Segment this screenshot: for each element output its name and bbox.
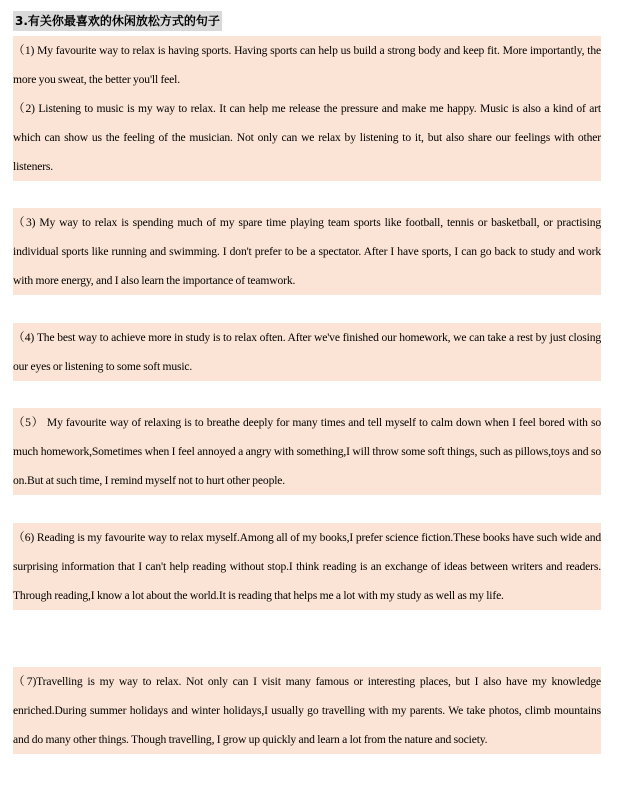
paragraph-2: （2) Listening to music is my way to relax. It can help me release the pressure and make me happy. Music is also a kind of art which can show us the feeling of the musician. Not only can we relax by listening to it, but also share our feelings with other listeners. [13, 102, 601, 173]
paragraph-block-5 [13, 408, 601, 495]
paragraph-block-7 [13, 667, 601, 754]
paragraph-7: （7)Travelling is my way to relax. Not only can I visit many famous or interesting places, but I also have my knowledge enriched.During summer holidays and winter holidays,I usually go travelling with my parents. We take photos, climb mountains and do many other things. Though travelling, I grow up quickly and learn a lot from the nature and society. [13, 675, 601, 746]
paragraph-4: （4) The best way to achieve more in study is to relax often. After we've finished our homework, we can take a rest by just closing our eyes or listening to some soft music. [13, 331, 601, 373]
paragraph-block-4 [13, 323, 601, 381]
paragraph-block-1-2 [13, 36, 601, 181]
section-title: 3.有关你最喜欢的休闲放松方式的句子 [13, 11, 222, 31]
paragraph-6: （6) Reading is my favourite way to relax myself.Among all of my books,I prefer science fiction.These books have such wide and surprising information that I can't help reading without stop.I think reading is an exchange of ideas between writers and readers. Through reading,I know a lot about the world.It is reading that helps me a lot with my study as well as my life. [13, 531, 601, 602]
paragraph-block-6 [13, 523, 601, 610]
paragraph-5: （5） My favourite way of relaxing is to breathe deeply for many times and tell myself to calm down when I feel bored with so much homework,Sometimes when I feel annoyed a angry with something,I will throw some soft things, such as pillows,toys and so on.But at such time, I remind myself not to hurt other people. [13, 416, 601, 487]
paragraph-1: （1) My favourite way to relax is having sports. Having sports can help us build a strong body and keep fit. More importantly, the more you sweat, the better you'll feel. [13, 44, 601, 86]
paragraph-3: （3) My way to relax is spending much of my spare time playing team sports like football, tennis or basketball, or practising individual sports like running and swimming. I don't prefer to be a spectator. After I have sports, I can go back to study and work with more energy, and I also learn the importance of teamwork. [13, 216, 601, 287]
paragraph-block-3 [13, 208, 601, 295]
